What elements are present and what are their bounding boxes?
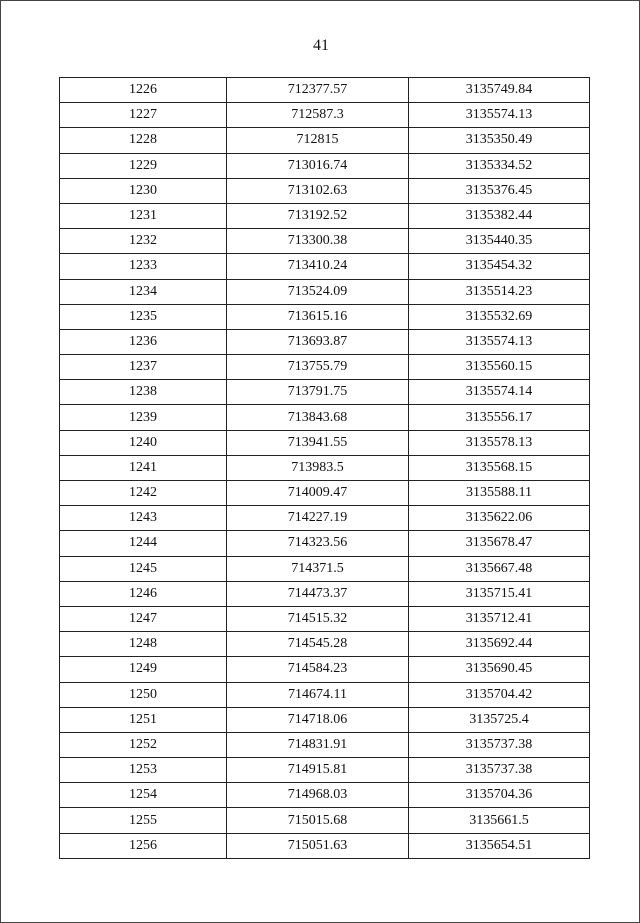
table-row (60, 103, 590, 128)
y-coordinate-cell: 3135692.44 (409, 632, 590, 657)
x-coordinate-cell: 714674.11 (227, 682, 409, 707)
y-coordinate-cell: 3135715.41 (409, 581, 590, 606)
x-coordinate-cell: 714915.81 (227, 758, 409, 783)
y-coordinate-cell: 3135704.42 (409, 682, 590, 707)
y-coordinate-cell: 3135588.11 (409, 481, 590, 506)
x-coordinate-cell: 712587.3 (227, 103, 409, 128)
y-coordinate-cell: 3135704.36 (409, 783, 590, 808)
x-coordinate-cell: 713016.74 (227, 153, 409, 178)
point-number-cell: 1246 (60, 581, 227, 606)
y-coordinate-cell: 3135568.15 (409, 455, 590, 480)
table-row (60, 455, 590, 480)
point-number-cell: 1234 (60, 279, 227, 304)
x-coordinate-cell: 713843.68 (227, 405, 409, 430)
table-row (60, 203, 590, 228)
x-coordinate-cell: 713410.24 (227, 254, 409, 279)
y-coordinate-cell: 3135382.44 (409, 203, 590, 228)
x-coordinate-cell: 712815 (227, 128, 409, 153)
point-number-cell: 1250 (60, 682, 227, 707)
table-row (60, 380, 590, 405)
point-number-cell: 1248 (60, 632, 227, 657)
point-number-cell: 1247 (60, 606, 227, 631)
table-row (60, 606, 590, 631)
y-coordinate-cell: 3135454.32 (409, 254, 590, 279)
point-number-cell: 1232 (60, 229, 227, 254)
y-coordinate-cell: 3135661.5 (409, 808, 590, 833)
y-coordinate-cell: 3135532.69 (409, 304, 590, 329)
table-row (60, 481, 590, 506)
x-coordinate-cell: 713192.52 (227, 203, 409, 228)
y-coordinate-cell: 3135574.14 (409, 380, 590, 405)
x-coordinate-cell: 713102.63 (227, 178, 409, 203)
table-row (60, 153, 590, 178)
x-coordinate-cell: 714515.32 (227, 606, 409, 631)
y-coordinate-cell: 3135712.41 (409, 606, 590, 631)
y-coordinate-cell: 3135514.23 (409, 279, 590, 304)
point-number-cell: 1256 (60, 833, 227, 858)
table-row (60, 783, 590, 808)
x-coordinate-cell: 712377.57 (227, 78, 409, 103)
coordinate-table (59, 77, 590, 859)
table-row (60, 506, 590, 531)
point-number-cell: 1228 (60, 128, 227, 153)
y-coordinate-cell: 3135560.15 (409, 355, 590, 380)
table-row (60, 833, 590, 858)
point-number-cell: 1255 (60, 808, 227, 833)
table-row (60, 556, 590, 581)
table-row (60, 78, 590, 103)
y-coordinate-cell: 3135622.06 (409, 506, 590, 531)
x-coordinate-cell: 714009.47 (227, 481, 409, 506)
x-coordinate-cell: 714473.37 (227, 581, 409, 606)
x-coordinate-cell: 714831.91 (227, 732, 409, 757)
table-row (60, 279, 590, 304)
point-number-cell: 1237 (60, 355, 227, 380)
y-coordinate-cell: 3135725.4 (409, 707, 590, 732)
x-coordinate-cell: 714545.28 (227, 632, 409, 657)
point-number-cell: 1229 (60, 153, 227, 178)
point-number-cell: 1254 (60, 783, 227, 808)
point-number-cell: 1236 (60, 329, 227, 354)
x-coordinate-cell: 713791.75 (227, 380, 409, 405)
table-row (60, 707, 590, 732)
x-coordinate-cell: 715051.63 (227, 833, 409, 858)
y-coordinate-cell: 3135690.45 (409, 657, 590, 682)
x-coordinate-cell: 713615.16 (227, 304, 409, 329)
page-number: 41 (313, 37, 329, 54)
x-coordinate-cell: 713755.79 (227, 355, 409, 380)
table-row (60, 329, 590, 354)
x-coordinate-cell: 713983.5 (227, 455, 409, 480)
point-number-cell: 1245 (60, 556, 227, 581)
table-row (60, 178, 590, 203)
x-coordinate-cell: 713524.09 (227, 279, 409, 304)
point-number-cell: 1227 (60, 103, 227, 128)
y-coordinate-cell: 3135376.45 (409, 178, 590, 203)
x-coordinate-cell: 713941.55 (227, 430, 409, 455)
y-coordinate-cell: 3135574.13 (409, 329, 590, 354)
table-row (60, 732, 590, 757)
point-number-cell: 1249 (60, 657, 227, 682)
coordinate-table-body (60, 78, 590, 859)
y-coordinate-cell: 3135440.35 (409, 229, 590, 254)
y-coordinate-cell: 3135556.17 (409, 405, 590, 430)
x-coordinate-cell: 714371.5 (227, 556, 409, 581)
y-coordinate-cell: 3135350.49 (409, 128, 590, 153)
x-coordinate-cell: 714584.23 (227, 657, 409, 682)
table-row (60, 405, 590, 430)
x-coordinate-cell: 714227.19 (227, 506, 409, 531)
point-number-cell: 1230 (60, 178, 227, 203)
table-row (60, 758, 590, 783)
table-row (60, 355, 590, 380)
point-number-cell: 1235 (60, 304, 227, 329)
x-coordinate-cell: 714968.03 (227, 783, 409, 808)
table-row (60, 808, 590, 833)
point-number-cell: 1233 (60, 254, 227, 279)
point-number-cell: 1243 (60, 506, 227, 531)
y-coordinate-cell: 3135574.13 (409, 103, 590, 128)
y-coordinate-cell: 3135667.48 (409, 556, 590, 581)
table-row (60, 632, 590, 657)
table-row (60, 430, 590, 455)
point-number-cell: 1226 (60, 78, 227, 103)
y-coordinate-cell: 3135737.38 (409, 732, 590, 757)
table-row (60, 304, 590, 329)
table-row (60, 682, 590, 707)
point-number-cell: 1241 (60, 455, 227, 480)
table-row (60, 531, 590, 556)
x-coordinate-cell: 713693.87 (227, 329, 409, 354)
y-coordinate-cell: 3135578.13 (409, 430, 590, 455)
point-number-cell: 1253 (60, 758, 227, 783)
y-coordinate-cell: 3135678.47 (409, 531, 590, 556)
x-coordinate-cell: 714718.06 (227, 707, 409, 732)
point-number-cell: 1238 (60, 380, 227, 405)
table-row (60, 128, 590, 153)
table-row (60, 581, 590, 606)
y-coordinate-cell: 3135334.52 (409, 153, 590, 178)
point-number-cell: 1244 (60, 531, 227, 556)
y-coordinate-cell: 3135654.51 (409, 833, 590, 858)
point-number-cell: 1239 (60, 405, 227, 430)
y-coordinate-cell: 3135749.84 (409, 78, 590, 103)
table-row (60, 657, 590, 682)
point-number-cell: 1242 (60, 481, 227, 506)
point-number-cell: 1251 (60, 707, 227, 732)
x-coordinate-cell: 714323.56 (227, 531, 409, 556)
point-number-cell: 1231 (60, 203, 227, 228)
point-number-cell: 1252 (60, 732, 227, 757)
x-coordinate-cell: 713300.38 (227, 229, 409, 254)
x-coordinate-cell: 715015.68 (227, 808, 409, 833)
point-number-cell: 1240 (60, 430, 227, 455)
y-coordinate-cell: 3135737.38 (409, 758, 590, 783)
table-row (60, 229, 590, 254)
table-row (60, 254, 590, 279)
